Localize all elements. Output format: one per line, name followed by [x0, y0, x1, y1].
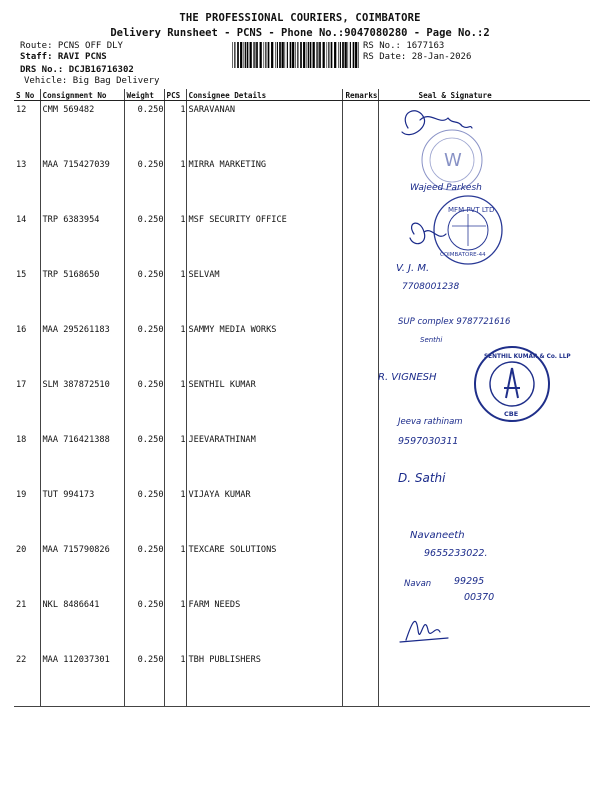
rs-number: RS No.: 1677163	[363, 41, 445, 51]
signature-row-22	[400, 621, 448, 642]
signature-row-19: D. Sathi	[398, 471, 446, 485]
cell-details: SELVAM	[186, 266, 342, 321]
cell-weight: 0.250	[124, 541, 164, 596]
cell-consignment: MAA 716421388	[40, 431, 124, 486]
cell-consignment: MAA 715790826	[40, 541, 124, 596]
cell-pcs: 1	[164, 431, 186, 486]
cell-weight: 0.250	[124, 101, 164, 157]
rs-date: RS Date: 28-Jan-2026	[363, 52, 472, 62]
signature-row-16: Senthi	[420, 336, 443, 344]
phone-row-15: 7708001238	[402, 282, 460, 292]
col-weight: Weight	[124, 89, 164, 101]
stamp-senthil-top: SENTHIL KUMAR & Co. LLP	[484, 354, 571, 360]
cell-weight: 0.250	[124, 211, 164, 266]
vehicle-label: Vehicle: Big Bag Delivery	[24, 76, 160, 86]
cell-weight: 0.250	[124, 376, 164, 431]
cell-consignment: MAA 295261183	[40, 321, 124, 376]
cell-details: JEEVARATHINAM	[186, 431, 342, 486]
cell-weight: 0.250	[124, 596, 164, 651]
phone-row-20: 9655233022.	[424, 548, 488, 559]
stamp-mfm-sub: COIMBATORE-44	[440, 252, 486, 258]
cell-details: SENTHIL KUMAR	[186, 376, 342, 431]
col-sno: S No	[14, 89, 40, 101]
route-label: Route: PCNS OFF DLY	[20, 41, 123, 51]
col-seal: Seal & Signature	[378, 89, 590, 101]
cell-consignment: MAA 715427039	[40, 156, 124, 211]
cell-sno: 22	[14, 651, 40, 707]
note-row-16: SUP complex 9787721616	[398, 317, 511, 327]
cell-pcs: 1	[164, 101, 186, 157]
cell-weight: 0.250	[124, 651, 164, 707]
cell-details: SARAVANAN	[186, 101, 342, 157]
cell-sno: 20	[14, 541, 40, 596]
cell-sno: 15	[14, 266, 40, 321]
cell-weight: 0.250	[124, 486, 164, 541]
drs-number: DRS No.: DCJB16716302	[20, 65, 134, 75]
cell-sno: 21	[14, 596, 40, 651]
signature-row-20: Navaneeth	[410, 530, 465, 541]
stamp-senthil-bottom: CBE	[504, 410, 519, 418]
cell-sno: 13	[14, 156, 40, 211]
cell-sno: 16	[14, 321, 40, 376]
signature-row-15: V. J. M.	[396, 263, 430, 274]
cell-details: FARM NEEDS	[186, 596, 342, 651]
cell-pcs: 1	[164, 651, 186, 707]
runsheet-title: Delivery Runsheet - PCNS - Phone No.:9047080280 - Page No.:2	[110, 27, 490, 39]
cell-details: SAMMY MEDIA WORKS	[186, 321, 342, 376]
cell-pcs: 1	[164, 486, 186, 541]
cell-weight: 0.250	[124, 431, 164, 486]
signature-row-18: Jeeva rathinam	[398, 417, 463, 427]
staff-label: Staff: RAVI PCNS	[20, 52, 107, 62]
cell-details: MIRRA MARKETING	[186, 156, 342, 211]
phone-row-21b: 00370	[464, 592, 495, 603]
cell-pcs: 1	[164, 376, 186, 431]
phone-row-18: 9597030311	[398, 436, 459, 447]
phone-row-21a: 99295	[454, 576, 485, 587]
cell-pcs: 1	[164, 156, 186, 211]
cell-pcs: 1	[164, 211, 186, 266]
cell-consignment: SLM 387872510	[40, 376, 124, 431]
cell-consignment: TUT 994173	[40, 486, 124, 541]
stamp-row-14	[410, 196, 502, 264]
cell-consignment: NKL 8486641	[40, 596, 124, 651]
company-name: THE PROFESSIONAL COURIERS, COIMBATORE	[179, 12, 421, 24]
cell-pcs: 1	[164, 596, 186, 651]
cell-pcs: 1	[164, 541, 186, 596]
cell-details: TBH PUBLISHERS	[186, 651, 342, 707]
cell-sno: 19	[14, 486, 40, 541]
cell-pcs: 1	[164, 266, 186, 321]
col-remarks: Remarks	[342, 89, 378, 101]
cell-weight: 0.250	[124, 321, 164, 376]
cell-consignment: TRP 6383954	[40, 211, 124, 266]
signature-row-17: R. VIGNESH	[378, 372, 437, 383]
stamp-row-17	[475, 347, 571, 421]
signature-row-21: Navan	[404, 579, 432, 589]
cell-sno: 17	[14, 376, 40, 431]
cell-details: VIJAYA KUMAR	[186, 486, 342, 541]
cell-sno: 18	[14, 431, 40, 486]
col-details: Consignee Details	[186, 89, 342, 101]
cell-sno: 14	[14, 211, 40, 266]
col-consignment: Consignment No	[40, 89, 124, 101]
cell-consignment: MAA 112037301	[40, 651, 124, 707]
cell-details: MSF SECURITY OFFICE	[186, 211, 342, 266]
signature-row-13: Wajeed Parkesh	[410, 183, 482, 193]
col-pcs: PCS	[164, 89, 186, 101]
stamp-row-13	[410, 130, 482, 193]
cell-pcs: 1	[164, 321, 186, 376]
cell-sno: 12	[14, 101, 40, 157]
cell-consignment: CMM 569482	[40, 101, 124, 157]
cell-weight: 0.250	[124, 156, 164, 211]
cell-details: TEXCARE SOLUTIONS	[186, 541, 342, 596]
svg-text:W: W	[444, 150, 462, 171]
cell-weight: 0.250	[124, 266, 164, 321]
cell-consignment: TRP 5168650	[40, 266, 124, 321]
stamp-mfm-text: MFM PVT LTD	[448, 206, 495, 214]
